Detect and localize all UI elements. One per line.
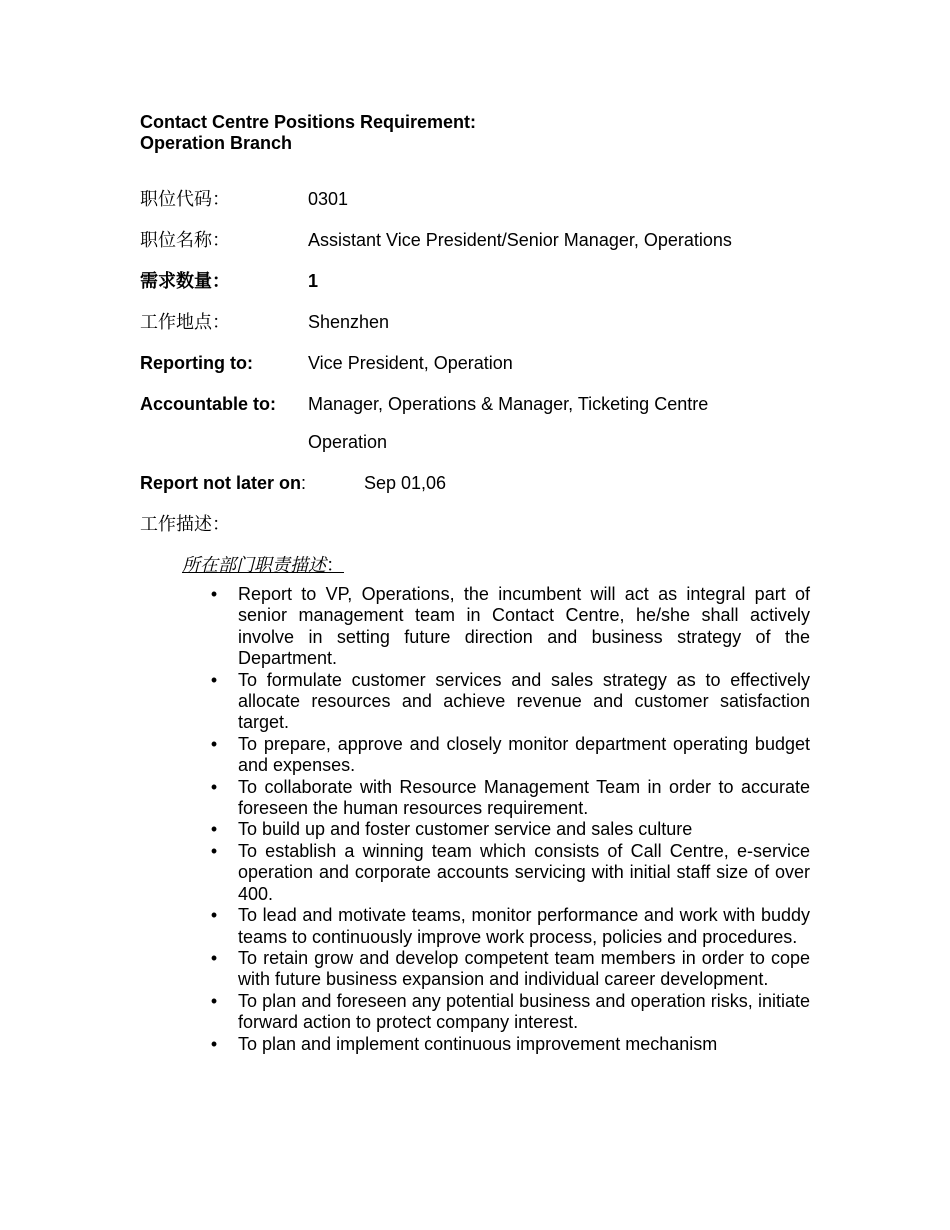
bullet-icon: • (210, 947, 218, 968)
duty-text: To retain grow and develop competent team members in order to cope with future business expansion and individual career development. (238, 947, 810, 990)
duty-text: To formulate customer services and sales strategy as to effectively allocate resources and achieve revenue and customer satisfaction target. (238, 669, 810, 733)
bullet-icon: • (210, 819, 218, 840)
bullet-icon: • (210, 990, 218, 1011)
duty-text: To plan and foreseen any potential business and operation risks, initiate forward action to protect company interest. (238, 990, 810, 1033)
duty-text: To lead and motivate teams, monitor performance and work with buddy teams to continuously improve work process, policies and procedures. (238, 905, 810, 947)
reporting-to-label: Reporting to: (140, 353, 253, 373)
dept-duties-heading-text: 所在部门职责描述 (182, 555, 326, 575)
duty-text: To collaborate with Resource Management Team in order to accurate foreseen the human resources requirement. (238, 776, 810, 819)
duty-text: To establish a winning team which consists of Call Centre, e-service operation and corporate accounts servicing with initial staff size of over 400. (238, 840, 810, 904)
duty-text: To build up and foster customer service and sales culture (238, 819, 693, 840)
duty-item (208, 841, 810, 905)
job-description-label: 工作描述： (140, 514, 230, 534)
position-name-label: 职位名称： (140, 230, 230, 250)
field-report-not-later (140, 473, 447, 494)
bullet-icon: • (210, 584, 218, 604)
duty-text: To plan and implement continuous improvement mechanism (238, 1033, 718, 1054)
document-title (140, 112, 476, 154)
duty-item (208, 905, 810, 948)
position-code-value: 0301 (308, 189, 349, 209)
duty-item (208, 777, 810, 820)
duty-item (208, 948, 810, 991)
duty-item (208, 819, 810, 840)
duty-item (208, 584, 810, 670)
title-line-2: Operation Branch (140, 133, 293, 153)
reporting-to-value: Vice President, Operation (308, 353, 513, 373)
duty-item (208, 670, 810, 734)
position-name-value: Assistant Vice President/Senior Manager, Operations (308, 230, 732, 250)
duty-text: To prepare, approve and closely monitor department operating budget and expenses. (238, 733, 810, 776)
accountable-to-value-line-1: Manager, Operations & Manager, Ticketing Centre (308, 394, 709, 414)
duty-text: Report to VP, Operations, the incumbent will act as integral part of senior management team in Contact Centre, he/she shall actively involve in setting future direction and business strategy of the Department. (238, 584, 810, 669)
location-value: Shenzhen (308, 312, 390, 332)
dept-duties-heading-colon: ： (326, 555, 344, 575)
duty-item (208, 991, 810, 1034)
duty-item (208, 734, 810, 777)
bullet-icon: • (210, 905, 218, 926)
quantity-value: 1 (308, 271, 319, 291)
duty-item (208, 1034, 810, 1055)
dept-duties-heading (182, 555, 344, 576)
report-not-later-colon: : (301, 473, 307, 493)
bullet-icon: • (210, 669, 218, 690)
quantity-label: 需求数量： (140, 271, 230, 291)
title-line-1: Contact Centre Positions Requirement: (140, 112, 477, 132)
bullet-icon: • (210, 733, 218, 754)
report-not-later-label: Report not later on (140, 473, 301, 493)
location-label: 工作地点： (140, 312, 230, 332)
accountable-to-value-line-2: Operation (308, 432, 388, 452)
duties-list (208, 584, 810, 1055)
bullet-icon: • (210, 840, 218, 861)
report-not-later-value: Sep 01,06 (364, 473, 447, 493)
position-code-label: 职位代码： (140, 189, 230, 209)
bullet-icon: • (210, 776, 218, 797)
bullet-icon: • (210, 1033, 218, 1054)
accountable-to-label: Accountable to: (140, 394, 277, 414)
